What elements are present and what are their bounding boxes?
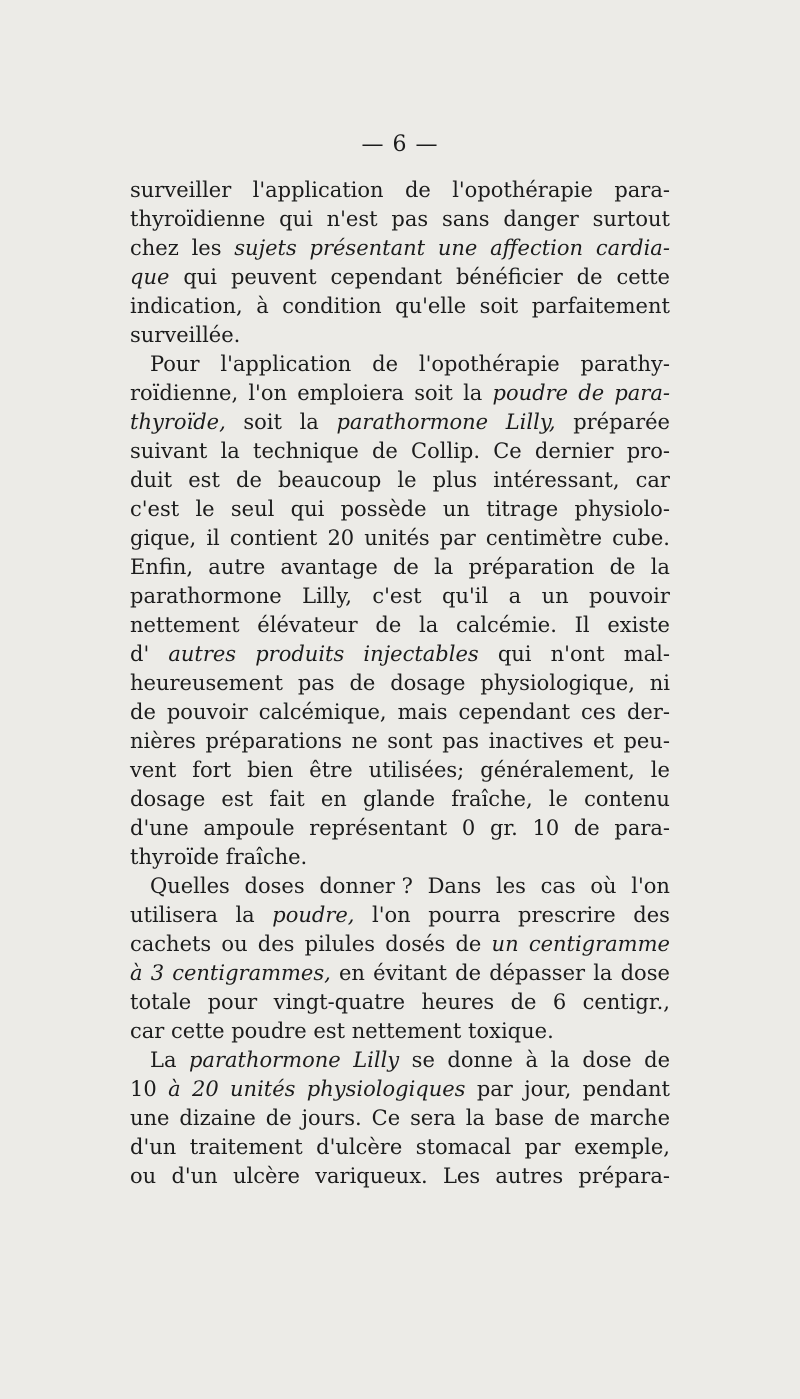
word: se <box>411 1048 435 1072</box>
word: de <box>573 816 600 840</box>
word: 6 <box>552 990 567 1014</box>
word: calcémique, <box>258 700 387 724</box>
word: de <box>130 700 156 724</box>
word: doses <box>244 874 305 898</box>
text-line <box>130 814 670 843</box>
word: de <box>644 1048 670 1072</box>
word: ou <box>130 1164 157 1188</box>
word: c'est <box>130 497 180 521</box>
text-line <box>130 1017 670 1046</box>
word: fait <box>269 787 305 811</box>
word: parfaitement <box>531 294 670 318</box>
word: qu'elle <box>395 294 467 318</box>
word: pourra <box>428 903 501 927</box>
word: physiolo- <box>574 497 670 521</box>
word: thyroïdienne <box>130 207 266 231</box>
word: glande <box>362 787 436 811</box>
text-line <box>130 901 670 930</box>
word: parathy- <box>580 352 670 376</box>
word: soit <box>243 410 282 434</box>
text-line <box>130 524 670 553</box>
word: intéressant, <box>493 468 620 492</box>
word: cette <box>616 265 670 289</box>
word: de <box>349 671 376 695</box>
word: la <box>550 1048 570 1072</box>
word: physiologiques <box>306 1077 466 1101</box>
word: à <box>525 1048 539 1072</box>
text-line <box>130 495 670 524</box>
word: inactives <box>488 729 584 753</box>
word: sans <box>441 207 490 231</box>
word: c'est <box>372 584 422 608</box>
word: Ce <box>371 1106 401 1130</box>
word: en <box>320 787 347 811</box>
word: de <box>609 555 636 579</box>
word: jour, <box>524 1077 572 1101</box>
word: la <box>419 613 439 637</box>
text-line <box>130 640 670 669</box>
word: la <box>434 555 454 579</box>
word: la <box>235 903 255 927</box>
word: unités <box>230 1077 296 1101</box>
word: existe <box>607 613 670 637</box>
word: de <box>372 352 399 376</box>
word: roïdienne, <box>130 381 239 405</box>
word: préparation <box>468 555 595 579</box>
word: poudre <box>231 1019 307 1043</box>
word: de <box>578 381 605 405</box>
word: gique, <box>130 526 197 550</box>
word: prescrire <box>518 903 616 927</box>
word: de <box>576 265 603 289</box>
word: à <box>168 1077 181 1101</box>
text-line <box>130 959 670 988</box>
word: pro- <box>626 439 670 463</box>
word: le <box>650 758 670 782</box>
word: par <box>439 526 476 550</box>
word: être <box>309 758 353 782</box>
word: possède <box>340 497 427 521</box>
word: les <box>495 874 526 898</box>
word: préparations <box>205 729 343 753</box>
word: marche <box>589 1106 670 1130</box>
word: cas <box>540 874 576 898</box>
word: de <box>554 1106 580 1130</box>
word: contenu <box>584 787 670 811</box>
word: prépara- <box>578 1164 670 1188</box>
word: cube. <box>612 526 670 550</box>
word: par <box>476 1077 513 1101</box>
text-line <box>130 727 670 756</box>
word: de <box>371 439 398 463</box>
word: suivant <box>130 439 208 463</box>
word: ampoule <box>203 816 295 840</box>
word: Ce <box>493 439 522 463</box>
word: heures <box>421 990 495 1014</box>
word: beaucoup <box>277 468 382 492</box>
text-line <box>130 988 670 1017</box>
word: nières <box>130 729 196 753</box>
word: indication, <box>130 294 243 318</box>
word: poudre <box>492 381 569 405</box>
word: la <box>299 410 319 434</box>
word: La <box>150 1048 177 1072</box>
word: surveillée. <box>130 323 241 347</box>
word: condition <box>282 294 382 318</box>
word: l'on <box>372 903 411 927</box>
word: parathormone <box>336 410 489 434</box>
word: qu'il <box>442 584 489 608</box>
word: dosage <box>130 787 206 811</box>
word: peuvent <box>230 265 317 289</box>
word: à <box>130 961 143 985</box>
word: thyroïde, <box>130 410 226 434</box>
word: de <box>392 555 419 579</box>
word: 3 <box>150 961 165 985</box>
word: fraîche, <box>451 787 533 811</box>
word: d'un <box>171 1164 218 1188</box>
word: dizaine <box>179 1106 256 1130</box>
word: la <box>593 961 613 985</box>
word: d'un <box>130 1135 177 1159</box>
word: de <box>455 961 482 985</box>
word: para- <box>614 178 670 202</box>
word: calcémie. <box>455 613 557 637</box>
word: cardia- <box>595 236 670 260</box>
word: 0 <box>461 816 476 840</box>
word: parathormone <box>130 584 282 608</box>
word: peu- <box>623 729 670 753</box>
word: centigrammes, <box>172 961 331 985</box>
word: que <box>130 265 170 289</box>
text-line <box>130 321 670 350</box>
word: dosage <box>390 671 466 695</box>
word: qui <box>183 265 218 289</box>
word: donne <box>447 1048 513 1072</box>
word: autre <box>208 555 266 579</box>
word: produits <box>255 642 345 666</box>
text-line <box>130 1075 670 1104</box>
text-line <box>130 611 670 640</box>
word: Pour <box>150 352 200 376</box>
word: qui <box>497 642 532 666</box>
word: ni <box>649 671 670 695</box>
word: contient <box>229 526 318 550</box>
word: l'opothérapie <box>418 352 560 376</box>
word: élévateur <box>257 613 358 637</box>
text-line <box>130 785 670 814</box>
text-line <box>130 669 670 698</box>
word: surtout <box>592 207 670 231</box>
word: l'application <box>220 352 352 376</box>
word: pas <box>297 671 335 695</box>
text-line <box>130 466 670 495</box>
word: Enfin, <box>130 555 194 579</box>
word: danger <box>503 207 579 231</box>
word: dose <box>620 961 670 985</box>
text-line <box>130 1046 670 1075</box>
word: cependant <box>330 265 443 289</box>
word: de <box>375 613 402 637</box>
text-line <box>130 930 670 959</box>
word: soit <box>479 294 519 318</box>
page-number: — 6 — <box>361 132 439 157</box>
word: 20 <box>327 526 355 550</box>
word: variqueux. <box>315 1164 428 1188</box>
word: d'ulcère <box>316 1135 403 1159</box>
word: des <box>257 932 295 956</box>
word: gr. <box>489 816 518 840</box>
word: de <box>510 990 537 1014</box>
word: exemple, <box>574 1135 670 1159</box>
word: généralement, <box>480 758 635 782</box>
text-line <box>130 379 670 408</box>
word: traitement <box>189 1135 303 1159</box>
word: n'est <box>326 207 378 231</box>
word: toxique. <box>468 1019 554 1043</box>
word: surveiller <box>130 178 232 202</box>
word: duit <box>130 468 173 492</box>
word: Quelles <box>150 874 230 898</box>
text-line <box>130 1133 670 1162</box>
text-line <box>130 205 670 234</box>
text-line <box>130 698 670 727</box>
word: thyroïde <box>130 845 220 869</box>
word: pouvoir <box>166 700 248 724</box>
word: n'ont <box>550 642 605 666</box>
word: utilisées; <box>368 758 465 782</box>
word: de <box>455 932 482 956</box>
word: nettement <box>130 613 240 637</box>
word: dosés <box>385 932 446 956</box>
word: jours. <box>301 1106 362 1130</box>
word: préparée <box>573 410 670 434</box>
text-line <box>130 843 670 872</box>
text-line <box>130 1104 670 1133</box>
word: para- <box>614 816 670 840</box>
word: d' <box>130 642 150 666</box>
word: l'on <box>248 381 288 405</box>
word: injectables <box>363 642 479 666</box>
word: plus <box>432 468 478 492</box>
word: cependant <box>458 700 571 724</box>
word: soit <box>414 381 453 405</box>
word: bien <box>247 758 294 782</box>
word: a <box>508 584 522 608</box>
word: Lilly, <box>302 584 352 608</box>
body-text <box>130 176 670 1191</box>
word: Il <box>574 613 590 637</box>
word: cachets <box>130 932 212 956</box>
text-line <box>130 234 670 263</box>
word: autres <box>495 1164 564 1188</box>
word: totale <box>130 990 192 1014</box>
word: ou <box>221 932 248 956</box>
word: ces <box>581 700 616 724</box>
text-line <box>130 582 670 611</box>
word: Collip. <box>411 439 481 463</box>
word: 10 <box>532 816 560 840</box>
word: heureusement <box>130 671 283 695</box>
word: unités <box>364 526 430 550</box>
word: à <box>256 294 269 318</box>
word: il <box>206 526 220 550</box>
word: mal- <box>623 642 670 666</box>
word: donner ? <box>319 874 413 898</box>
word: la <box>463 381 483 405</box>
word: l'application <box>252 178 384 202</box>
word: technique <box>253 439 359 463</box>
text-line <box>130 1162 670 1191</box>
word: sera <box>410 1106 456 1130</box>
text-line <box>130 292 670 321</box>
word: un <box>491 932 519 956</box>
word: seul <box>230 497 275 521</box>
word: une <box>437 236 478 260</box>
word: vingt-quatre <box>273 990 406 1014</box>
word: vent <box>130 758 177 782</box>
text-line <box>130 872 670 901</box>
word: base <box>494 1106 545 1130</box>
word: la <box>220 439 240 463</box>
word: est <box>221 787 254 811</box>
word: centimètre <box>485 526 603 550</box>
word: ne <box>351 729 378 753</box>
word: centigramme <box>528 932 670 956</box>
word: 20 <box>191 1077 219 1101</box>
text-line <box>130 263 670 292</box>
word: est <box>188 468 220 492</box>
word: le <box>397 468 417 492</box>
word: car <box>635 468 670 492</box>
word: par <box>524 1135 561 1159</box>
word: parathormone <box>188 1048 341 1072</box>
word: stomacal <box>415 1135 512 1159</box>
text-line <box>130 553 670 582</box>
word: Les <box>442 1164 481 1188</box>
word: qui <box>290 497 325 521</box>
word: représentant <box>309 816 448 840</box>
word: nettement <box>351 1019 462 1043</box>
word: Lilly, <box>505 410 556 434</box>
word: physiologique, <box>480 671 635 695</box>
word: pour <box>207 990 258 1014</box>
word: présentant <box>309 236 426 260</box>
word: est <box>313 1019 346 1043</box>
word: les <box>191 236 222 260</box>
word: der- <box>626 700 670 724</box>
word: la <box>465 1106 485 1130</box>
word: mais <box>397 700 448 724</box>
word: autres <box>168 642 237 666</box>
word: titrage <box>486 497 559 521</box>
word: dernier <box>534 439 614 463</box>
word: de <box>265 1106 292 1130</box>
word: pendant <box>582 1077 670 1101</box>
word: une <box>130 1106 170 1130</box>
word: car <box>130 1019 165 1043</box>
word: poudre, <box>272 903 355 927</box>
word: le <box>195 497 215 521</box>
word: emploiera <box>297 381 405 405</box>
word: un <box>541 584 569 608</box>
word: Dans <box>427 874 482 898</box>
word: Lilly <box>353 1048 400 1072</box>
word: qui <box>279 207 313 231</box>
word: évitant <box>373 961 447 985</box>
word: 10 <box>130 1077 157 1101</box>
text-line <box>130 408 670 437</box>
word: dose <box>582 1048 632 1072</box>
word: affection <box>490 236 584 260</box>
word: et <box>592 729 614 753</box>
word: pas <box>442 729 479 753</box>
word: pas <box>391 207 429 231</box>
word: de <box>236 468 262 492</box>
word: d'une <box>130 816 189 840</box>
word: ulcère <box>232 1164 300 1188</box>
word: pouvoir <box>589 584 670 608</box>
word: para- <box>614 381 670 405</box>
text-line <box>130 756 670 785</box>
word: bénéficier <box>455 265 563 289</box>
word: en <box>338 961 365 985</box>
word: des <box>633 903 670 927</box>
word: cette <box>171 1019 225 1043</box>
word: dépasser <box>489 961 586 985</box>
word: un <box>442 497 470 521</box>
word: sont <box>387 729 433 753</box>
word: de <box>404 178 431 202</box>
word: la <box>650 555 670 579</box>
text-line <box>130 176 670 205</box>
word: pilules <box>304 932 375 956</box>
word: fort <box>192 758 232 782</box>
word: avantage <box>280 555 378 579</box>
text-line <box>130 350 670 379</box>
word: l'opothérapie <box>452 178 593 202</box>
word: utilisera <box>130 903 218 927</box>
word: chez <box>130 236 179 260</box>
text-line <box>130 437 670 466</box>
word: le <box>548 787 568 811</box>
word: fraîche. <box>225 845 308 869</box>
word: l'on <box>631 874 670 898</box>
word: sujets <box>234 236 297 260</box>
word: centigr., <box>582 990 670 1014</box>
word: où <box>590 874 617 898</box>
